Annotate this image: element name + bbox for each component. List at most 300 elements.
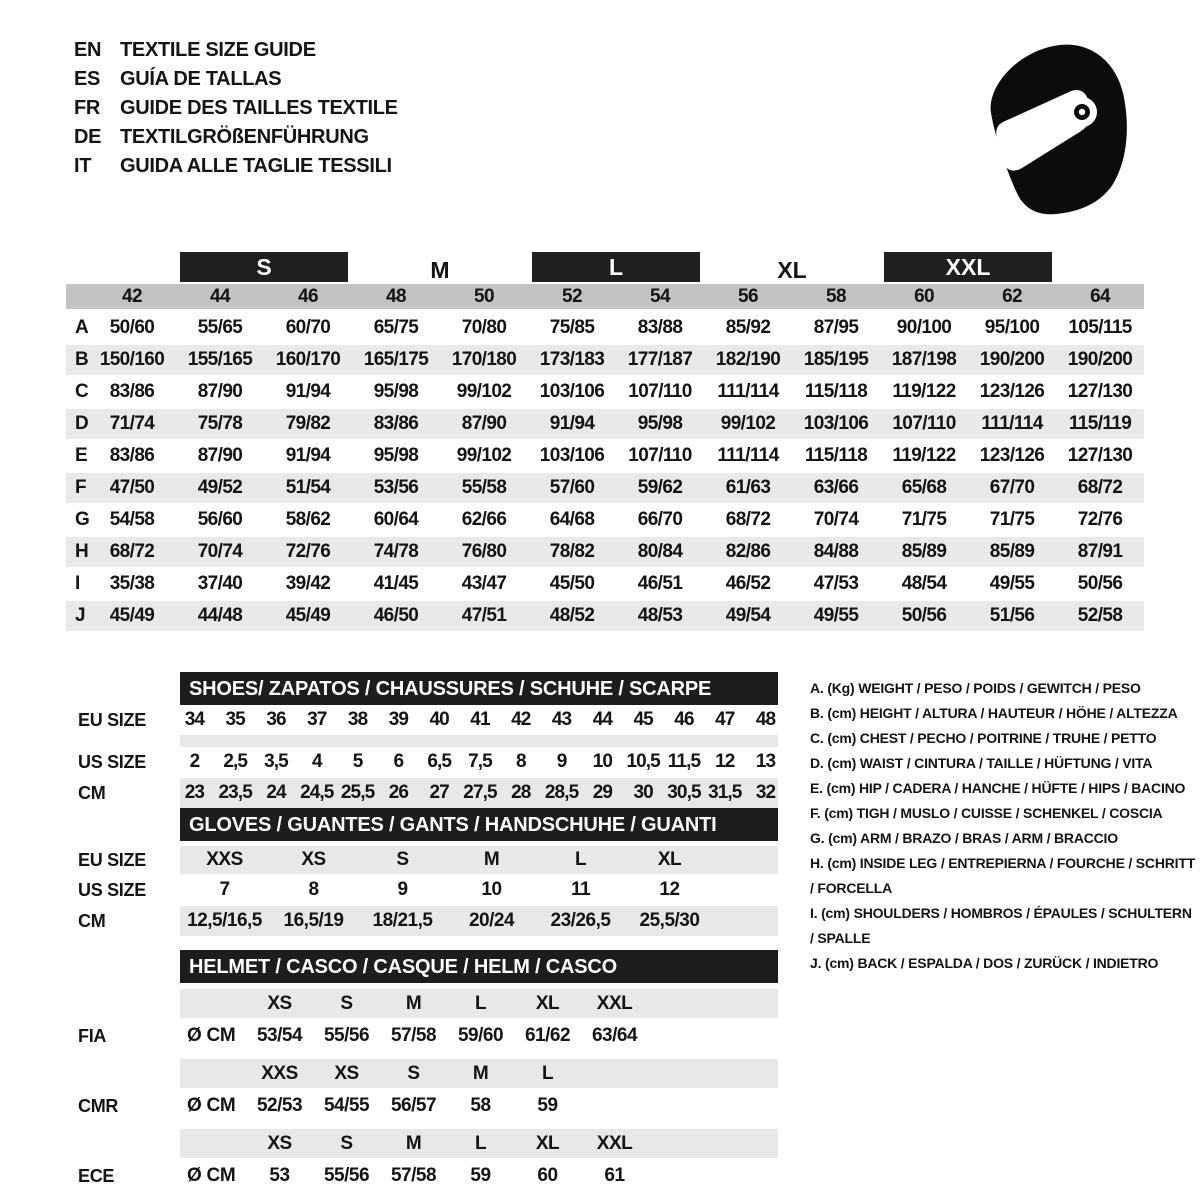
measurement-legend — [810, 676, 1196, 976]
measurement-value: 45/49 — [264, 600, 352, 632]
helmet-size-label: XXS — [261, 1063, 298, 1084]
measurement-value: 95/100 — [984, 317, 1040, 338]
measurement-value: 58/62 — [285, 509, 331, 530]
measurement-value: 61/63 — [704, 472, 792, 504]
helmet-sizes-cells — [180, 1128, 778, 1159]
shoe-cm-size: 30,5 — [667, 782, 701, 803]
measurement-value: 91/94 — [285, 445, 331, 466]
language-title-block — [74, 36, 398, 181]
measurement-value: 48/52 — [528, 600, 616, 632]
size-group-cell — [352, 250, 528, 284]
glove-us-size: 8 — [308, 879, 319, 900]
measurement-value: 165/175 — [352, 344, 440, 376]
legend-unit: (cm) — [827, 855, 857, 871]
measurement-value: 155/165 — [176, 344, 264, 376]
measurement-value: 78/82 — [528, 536, 616, 568]
measurement-value: 90/100 — [896, 317, 952, 338]
legend-text: HIP / CADERA / HANCHE / HÜFTE / HIPS / BACINO — [859, 780, 1186, 796]
legend-text: BACK / ESPALDA / DOS / ZURÜCK / INDIETRO — [857, 955, 1159, 971]
helmet-standard-label: FIA — [78, 1026, 107, 1046]
measurement-value: 83/88 — [637, 317, 683, 338]
numeric-size-cell: 44 — [176, 284, 264, 311]
shoes-cm-label: CM — [78, 783, 106, 803]
helmet-values-cells — [180, 1019, 778, 1053]
shoe-eu-size: 44 — [592, 709, 613, 730]
helmet-unit-label: Ø CM — [187, 1025, 236, 1046]
helmet-size-value: 59 — [470, 1165, 491, 1186]
language-code: DE — [74, 126, 102, 148]
measurement-row — [66, 311, 1144, 344]
helmet-size-label: L — [474, 1133, 487, 1154]
measurement-value: 45/49 — [88, 600, 176, 632]
legend-unit: (cm) — [827, 730, 857, 746]
measurement-value: 48/54 — [901, 573, 947, 594]
shoes-eu-row — [66, 705, 786, 735]
gloves-eu-row — [66, 845, 786, 875]
measurement-value: 75/85 — [549, 317, 595, 338]
shoe-eu-size: 38 — [347, 709, 368, 730]
shoe-cm-size: 24 — [266, 782, 286, 803]
shoe-eu-size: 40 — [429, 709, 449, 730]
shoe-cm-size: 25,5 — [340, 782, 375, 803]
helmet-unit-label: Ø CM — [187, 1165, 236, 1186]
gloves-us-label: US SIZE — [78, 880, 146, 900]
measurement-value: 87/91 — [1056, 536, 1144, 568]
measurement-value: 55/65 — [197, 317, 243, 338]
legend-key: F. — [810, 805, 821, 821]
measurement-value: 123/126 — [979, 445, 1045, 466]
language-code: ES — [74, 68, 101, 90]
helmet-size-label: XS — [334, 1063, 359, 1084]
helmet-size-value: 56/57 — [390, 1095, 437, 1116]
size-group-cell — [880, 250, 1056, 284]
measurement-value: 71/75 — [989, 509, 1035, 530]
measurement-value: 46/52 — [725, 573, 771, 594]
measurement-value: 190/200 — [1056, 344, 1144, 376]
measurement-value: 103/106 — [792, 408, 880, 440]
measurement-value: 87/90 — [197, 445, 243, 466]
measurement-value: 57/60 — [528, 472, 616, 504]
measurement-value: 68/72 — [725, 509, 771, 530]
measurement-row — [66, 472, 1144, 504]
language-title: GUIDA ALLE TAGLIE TESSILI — [120, 155, 392, 177]
measurement-value: 115/118 — [804, 381, 868, 402]
glove-cm-size: 20/24 — [468, 910, 515, 931]
glove-cm-size: 18/21,5 — [372, 910, 433, 931]
language-row — [74, 65, 398, 94]
numeric-size-cell: 42 — [88, 284, 176, 311]
legend-text: CHEST / PECHO / POITRINE / TRUHE / PETTO — [859, 730, 1157, 746]
helmet-size-value: 55/56 — [323, 1165, 370, 1186]
measurement-value: 127/130 — [1067, 381, 1133, 402]
numeric-size-cell: 48 — [352, 284, 440, 311]
shoe-us-size: 7,5 — [468, 751, 492, 772]
legend-key: B. — [810, 705, 824, 721]
helmet-sizes-cells — [180, 988, 778, 1019]
glove-cm-size: 25,5/30 — [639, 910, 700, 931]
glove-eu-size: L — [574, 849, 587, 870]
shoe-cm-size: 23,5 — [218, 782, 252, 803]
numeric-size-cell: 62 — [968, 284, 1056, 311]
helmet-size-value: 53 — [269, 1165, 290, 1186]
language-title: TEXTILE SIZE GUIDE — [120, 39, 316, 61]
helmet-values-row — [66, 1159, 786, 1193]
legend-unit: (cm) — [824, 955, 854, 971]
numeric-size-cell: 54 — [616, 284, 704, 311]
numeric-size-cell: 64 — [1056, 284, 1144, 311]
legend-unit: (cm) — [827, 755, 857, 771]
measurement-value: 65/75 — [373, 317, 419, 338]
measurement-value: 115/118 — [804, 445, 868, 466]
helmet-size-label: M — [405, 1133, 422, 1154]
measurement-value: 41/45 — [373, 573, 419, 594]
row-letter: D — [66, 408, 88, 440]
legend-unit: (cm) — [827, 705, 857, 721]
measurement-row — [66, 344, 1144, 376]
measurement-value: 99/102 — [456, 381, 512, 402]
shoe-us-size: 3,5 — [264, 751, 288, 772]
legend-item — [810, 951, 1196, 976]
shoe-cm-size: 32 — [755, 782, 776, 803]
helmet-size-value: 57/58 — [390, 1165, 437, 1186]
shoes-us-label: US SIZE — [78, 752, 146, 772]
legend-key: C. — [810, 730, 824, 746]
helmet-size-label: XL — [535, 993, 560, 1014]
measurement-value: 50/56 — [1077, 573, 1123, 594]
shoe-cm-size: 23 — [184, 782, 205, 803]
helmet-size-label: XL — [535, 1133, 560, 1154]
measurement-value: 71/75 — [901, 509, 947, 530]
shoes-cm-row — [66, 777, 786, 809]
glove-cm-size: 16,5/19 — [283, 910, 344, 931]
measurement-value: 71/74 — [88, 408, 176, 440]
language-row — [74, 94, 398, 123]
measurement-value: 49/55 — [989, 573, 1035, 594]
helmet-values-row — [66, 1089, 786, 1123]
helmet-values-cells — [180, 1089, 778, 1123]
measurement-value: 170/180 — [440, 344, 528, 376]
row-letter: A — [75, 317, 89, 338]
glove-cm-size: 23/26,5 — [550, 910, 611, 931]
glove-us-size: 7 — [219, 879, 230, 900]
measurement-value: 84/88 — [792, 536, 880, 568]
measurement-value: 47/50 — [88, 472, 176, 504]
measurement-value: 35/38 — [109, 573, 155, 594]
legend-key: A. — [810, 680, 824, 696]
legend-text: SHOULDERS / HOMBROS / ÉPAULES / SCHULTERN / SPALLE — [810, 905, 1192, 946]
measurement-value: 99/102 — [704, 408, 792, 440]
measurement-value: 87/95 — [813, 317, 859, 338]
shoe-us-size: 10,5 — [626, 751, 660, 772]
main-size-table — [66, 250, 1144, 633]
size-group-label: M — [430, 257, 450, 283]
legend-unit: (cm) — [824, 805, 853, 821]
helmet-standard-label: ECE — [78, 1166, 115, 1186]
measurement-value: 173/183 — [528, 344, 616, 376]
measurement-value: 82/86 — [704, 536, 792, 568]
gloves-us-row — [66, 875, 786, 905]
gloves-section — [66, 808, 786, 937]
glove-eu-size: XL — [657, 849, 682, 870]
shoes-title-bar — [180, 672, 778, 705]
shoes-title: SHOES/ ZAPATOS / CHAUSSURES / SCHUHE / SCARPE — [189, 678, 712, 700]
legend-key: D. — [810, 755, 824, 771]
measurement-value: 48/53 — [616, 600, 704, 632]
legend-item — [810, 851, 1196, 901]
glove-eu-size: M — [483, 849, 500, 870]
measurement-value: 150/160 — [88, 344, 176, 376]
numeric-size-cell: 52 — [528, 284, 616, 311]
legend-unit: (Kg) — [827, 680, 855, 696]
measurement-value: 80/84 — [616, 536, 704, 568]
measurement-value: 177/187 — [616, 344, 704, 376]
legend-item — [810, 776, 1196, 801]
size-group-spacer — [66, 250, 176, 284]
helmet-size-label: XS — [267, 1133, 292, 1154]
measurement-value: 111/114 — [717, 381, 779, 402]
helmet-title-bar — [180, 950, 778, 983]
legend-text: HEIGHT / ALTURA / HAUTEUR / HÖHE / ALTEZZA — [859, 705, 1178, 721]
measurement-row — [66, 504, 1144, 536]
shoe-eu-size: 46 — [674, 709, 694, 730]
helmet-sizes-row — [66, 1128, 786, 1159]
measurement-row — [66, 408, 1144, 440]
helmet-section — [66, 950, 786, 1193]
size-group-box: S — [180, 252, 348, 282]
numeric-size-cell: 56 — [704, 284, 792, 311]
glove-eu-size: S — [396, 849, 409, 870]
measurement-value: 65/68 — [880, 472, 968, 504]
row-letter: F — [66, 472, 88, 504]
measurement-value: 64/68 — [549, 509, 595, 530]
measurement-value: 99/102 — [456, 445, 512, 466]
language-code: EN — [74, 39, 102, 61]
helmet-size-label: L — [474, 993, 487, 1014]
measurement-value: 111/114 — [968, 408, 1056, 440]
measurement-value: 75/78 — [176, 408, 264, 440]
glove-us-size: 11 — [570, 879, 591, 900]
shoe-eu-size: 36 — [266, 709, 286, 730]
measurement-value: 39/42 — [285, 573, 331, 594]
shoes-us-row — [66, 747, 786, 777]
measurement-value: 83/86 — [109, 445, 155, 466]
measurement-value: 53/56 — [352, 472, 440, 504]
legend-key: J. — [810, 955, 822, 971]
shoe-cm-size: 27,5 — [463, 782, 497, 803]
measurement-row — [66, 536, 1144, 568]
language-title: GUÍA DE TALLAS — [120, 68, 282, 90]
helmet-unit-spacer — [180, 1128, 246, 1159]
shoe-us-size: 4 — [311, 751, 322, 772]
shoe-cm-size: 26 — [388, 782, 409, 803]
measurement-value: 43/47 — [461, 573, 507, 594]
measurement-value: 54/58 — [109, 509, 155, 530]
helmet-size-value: 58 — [470, 1095, 491, 1116]
glove-us-size: 9 — [397, 879, 408, 900]
glove-us-size: 10 — [481, 879, 502, 900]
shoe-cm-size: 31,5 — [708, 782, 742, 803]
helmet-size-label: L — [541, 1063, 554, 1084]
measurement-value: 111/114 — [717, 445, 779, 466]
measurement-value: 87/90 — [197, 381, 243, 402]
measurement-value: 46/50 — [352, 600, 440, 632]
shoe-us-size: 5 — [352, 751, 363, 772]
legend-key: G. — [810, 830, 825, 846]
measurement-value: 105/115 — [1068, 317, 1132, 338]
measurement-value: 49/52 — [176, 472, 264, 504]
legend-item — [810, 751, 1196, 776]
measurement-value: 50/60 — [109, 317, 155, 338]
measurement-value: 87/90 — [440, 408, 528, 440]
gloves-title: GLOVES / GUANTES / GANTS / HANDSCHUHE / GUANTI — [189, 814, 717, 836]
shoe-eu-size: 37 — [307, 709, 327, 730]
gloves-eu-label: EU SIZE — [78, 850, 146, 870]
measurement-value: 70/80 — [461, 317, 507, 338]
gloves-title-bar — [180, 808, 778, 841]
legend-item — [810, 901, 1196, 951]
numeric-size-cell: 46 — [264, 284, 352, 311]
measurement-value: 160/170 — [264, 344, 352, 376]
helmet-size-value: 52/53 — [256, 1095, 303, 1116]
measurement-value: 67/70 — [968, 472, 1056, 504]
language-code: IT — [74, 155, 92, 177]
size-group-cell — [528, 250, 704, 284]
measurement-value: 76/80 — [440, 536, 528, 568]
helmet-size-label: XS — [267, 993, 292, 1014]
shoe-cm-size: 30 — [633, 782, 653, 803]
legend-text: WEIGHT / PESO / POIDS / GEWITCH / PESO — [858, 680, 1141, 696]
measurement-value: 91/94 — [528, 408, 616, 440]
shoe-cm-size: 27 — [429, 782, 449, 803]
measurement-value: 187/198 — [880, 344, 968, 376]
language-title: GUIDE DES TAILLES TEXTILE — [120, 97, 398, 119]
legend-unit: (cm) — [826, 780, 856, 796]
measurement-value: 123/126 — [979, 381, 1045, 402]
shoe-cm-size: 24,5 — [300, 782, 334, 803]
measurement-value: 85/92 — [725, 317, 771, 338]
shoe-cm-size: 29 — [592, 782, 613, 803]
size-group-box: XXL — [884, 252, 1052, 282]
legend-item — [810, 726, 1196, 751]
helmet-unit-spacer — [180, 1058, 246, 1089]
shoe-eu-size: 45 — [633, 709, 653, 730]
measurement-row — [66, 376, 1144, 408]
helmet-size-value: 59/60 — [457, 1025, 504, 1046]
shoes-divider-stripe — [180, 735, 778, 747]
language-row — [74, 152, 398, 181]
measurement-row — [66, 600, 1144, 632]
row-letter: H — [66, 536, 88, 568]
measurement-value: 91/94 — [285, 381, 331, 402]
shoe-us-size: 6,5 — [427, 751, 452, 772]
measurement-value: 70/74 — [813, 509, 859, 530]
helmet-size-label: S — [340, 1133, 353, 1154]
legend-text: INSIDE LEG / ENTREPIERNA / FOURCHE / SCHRITT / FORCELLA — [810, 855, 1196, 896]
shoe-us-size: 2 — [189, 751, 200, 772]
measurement-value: 68/72 — [88, 536, 176, 568]
legend-text: ARM / BRAZO / BRAS / ARM / BRACCIO — [860, 830, 1118, 846]
shoes-eu-label: EU SIZE — [78, 710, 146, 730]
measurement-value: 50/56 — [880, 600, 968, 632]
numeric-size-cell: 60 — [880, 284, 968, 311]
size-group-spacer — [1056, 250, 1144, 284]
measurement-value: 56/60 — [197, 509, 243, 530]
helmet-sizes-row — [66, 988, 786, 1019]
row-letter: C — [75, 381, 89, 402]
shoe-us-size: 13 — [755, 751, 776, 772]
measurement-value: 107/110 — [880, 408, 968, 440]
size-group-row — [66, 250, 1144, 284]
helmet-size-value: 55/56 — [323, 1025, 370, 1046]
measurement-value: 95/98 — [616, 408, 704, 440]
measurement-value: 45/50 — [549, 573, 595, 594]
measurement-value: 107/110 — [628, 445, 692, 466]
shoe-us-size: 12 — [715, 751, 735, 772]
measurement-value: 127/130 — [1067, 445, 1133, 466]
measurement-value: 185/195 — [792, 344, 880, 376]
shoe-us-size: 6 — [393, 751, 404, 772]
measurement-value: 51/54 — [264, 472, 352, 504]
gloves-cm-row — [66, 905, 786, 937]
measurement-value: 103/106 — [539, 381, 605, 402]
shoe-us-size: 8 — [515, 751, 526, 772]
measurement-value: 72/76 — [264, 536, 352, 568]
legend-key: I. — [810, 905, 818, 921]
gloves-cm-label: CM — [78, 911, 106, 931]
helmet-size-label: M — [472, 1063, 489, 1084]
measurement-value: 47/53 — [813, 573, 859, 594]
measurement-value: 103/106 — [539, 445, 605, 466]
row-letter: E — [75, 445, 88, 466]
helmet-size-value: 60 — [537, 1165, 558, 1186]
measurement-value: 63/66 — [792, 472, 880, 504]
language-title: TEXTILGRÖßENFÜHRUNG — [120, 126, 369, 148]
language-code: FR — [74, 97, 101, 119]
helmet-size-value: 59 — [537, 1095, 558, 1116]
helmet-standard-label: CMR — [78, 1096, 119, 1116]
helmet-title: HELMET / CASCO / CASQUE / HELM / CASCO — [189, 956, 617, 978]
shoe-eu-size: 39 — [388, 709, 409, 730]
measurement-value: 115/119 — [1056, 408, 1144, 440]
numeric-size-spacer — [66, 284, 88, 311]
measurement-value: 95/98 — [373, 445, 419, 466]
glove-cm-size: 12,5/16,5 — [187, 910, 262, 931]
legend-item — [810, 801, 1196, 826]
measurement-value: 119/122 — [892, 381, 956, 402]
measurement-value: 51/56 — [968, 600, 1056, 632]
measurement-value: 83/86 — [109, 381, 155, 402]
shoe-us-size: 2,5 — [223, 751, 248, 772]
size-group-cell — [704, 250, 880, 284]
legend-item — [810, 701, 1196, 726]
numeric-size-row — [66, 284, 1144, 311]
helmet-size-label: M — [405, 993, 422, 1014]
measurement-value: 52/58 — [1056, 600, 1144, 632]
shoe-eu-size: 34 — [184, 709, 205, 730]
measurement-value: 60/70 — [285, 317, 331, 338]
helmet-size-label: S — [340, 993, 353, 1014]
helmet-size-value: 61/62 — [524, 1025, 571, 1046]
helmet-values-cells — [180, 1159, 778, 1193]
glove-eu-size: XXS — [206, 849, 243, 870]
measurement-value: 70/74 — [176, 536, 264, 568]
racing-helmet-icon — [976, 40, 1134, 216]
shoe-eu-size: 42 — [511, 709, 531, 730]
measurement-value: 66/70 — [637, 509, 683, 530]
measurement-value: 60/64 — [373, 509, 419, 530]
measurement-value: 85/89 — [880, 536, 968, 568]
legend-text: WAIST / CINTURA / TAILLE / HÜFTUNG / VITA — [859, 755, 1153, 771]
